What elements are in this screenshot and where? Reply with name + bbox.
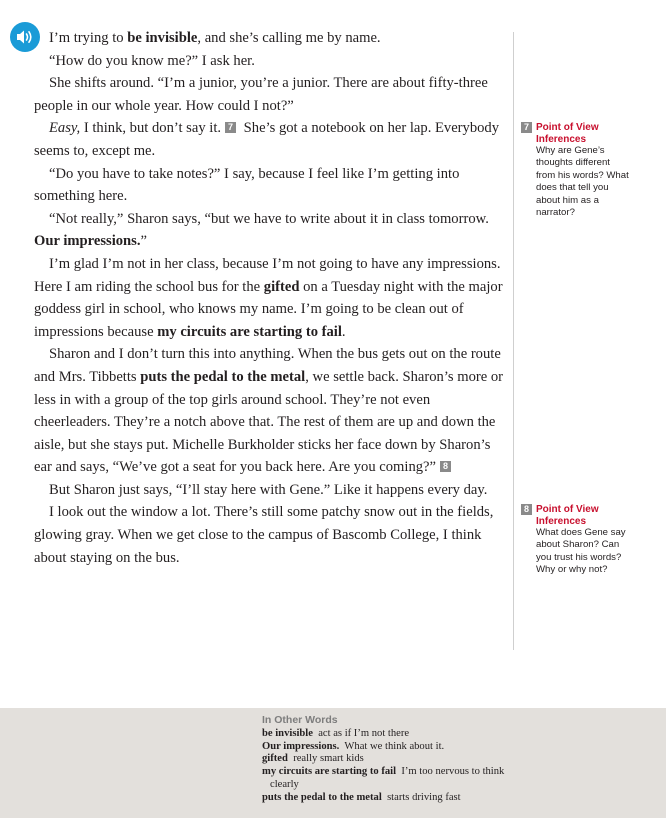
note-title: Point of View Inferences [536,122,599,145]
glossary-definition: really smart kids [293,753,364,765]
glossary-term: puts the pedal to the metal [262,791,382,803]
paragraph: “Do you have to take notes?” I say, because I feel like I’m getting into something here. [34,165,460,205]
paragraph: I look out the window a lot. There’s still some patchy snow out in the fields, glowing gray. When we get close to the campus of Bascomb College, I think about staying on the bus. [34,504,494,566]
glossary-entry [262,792,512,805]
margin-note-8 [521,504,631,577]
glossary-term: puts the pedal to the metal [140,368,306,385]
glossary [262,714,512,804]
paragraph: Sharon and I don’t turn this into anything. When the bus gets out on the route and Mrs. Tibbetts puts the pedal to the metal, we settle back. Sharon’s more or less in with a group of the top girls around school. They’re not even cheerleaders. They’re a notch above that. The rest of them are up and down the aisle, but she stays put. Michelle Burkholder sticks her face down by Sharon’s ear and says, “We’ve got a seat for you back here. Are you coming?” 8 [34,346,504,476]
glossary-term: my circuits are starting to fail [157,323,342,340]
margin-divider [513,32,514,650]
paragraph: I’m glad I’m not in her class, because I’m not going to have any impressions. Here I am riding the school bus for the gifted on a Tuesday night with the major goddess girl in school, who knows my name. I’m going to be clean out of impressions because my circuits are starting to fail. [34,255,503,340]
glossary-definition: What we think about it. [344,740,445,752]
note-title: Point of View Inferences [536,504,599,527]
paragraph: “Not really,” Sharon says, “but we have to write about it in class tomorrow. Our impressions.” [34,210,489,250]
note-number-badge: 8 [521,504,532,515]
glossary-entry [262,728,512,741]
glossary-entry [262,741,512,754]
glossary-term: my circuits are starting to fail [262,766,397,778]
glossary-term: be invisible [262,728,313,739]
paragraph: I’m trying to be invisible, and she’s calling me by name. [49,30,381,46]
paragraph: “How do you know me?” I ask her. [49,52,255,69]
note-number-badge: 7 [521,122,532,133]
glossary-term: be invisible [127,30,198,46]
glossary-definition: starts driving fast [387,791,461,803]
glossary-term: gifted [262,753,288,765]
note-question: Why are Gene’s thoughts different from his words? What does that tell you about him as a narrator? [536,145,629,219]
note-marker-8[interactable]: 8 [440,461,451,472]
story-text [34,27,504,569]
glossary-term: gifted [263,278,300,295]
glossary-definition: act as if I’m not there [318,728,410,739]
emphasis: Easy, [49,120,81,137]
note-question: What does Gene say about Sharon? Can you trust his words? Why or why not? [536,527,626,576]
margin-note-7 [521,122,631,219]
glossary-definition: I’m too nervous to think clearly [270,766,505,790]
glossary-title: In Other Words [262,714,338,726]
glossary-entry [262,753,512,766]
glossary-term: Our impressions. [262,740,340,752]
glossary-panel [0,708,666,818]
speaker-icon [16,29,34,45]
paragraph: But Sharon just says, “I’ll stay here with Gene.” Like it happens every day. [49,481,488,498]
paragraph: Easy, I think, but don’t say it. 7 She’s got a notebook on her lap. Everybody seems to, except me. [34,120,500,159]
glossary-term: Our impressions. [34,233,141,250]
glossary-entry [262,766,512,791]
note-marker-7[interactable]: 7 [225,122,236,133]
paragraph: She shifts around. “I’m a junior, you’re a junior. There are about fifty-three people in our whole year. How could I not?” [34,75,488,114]
